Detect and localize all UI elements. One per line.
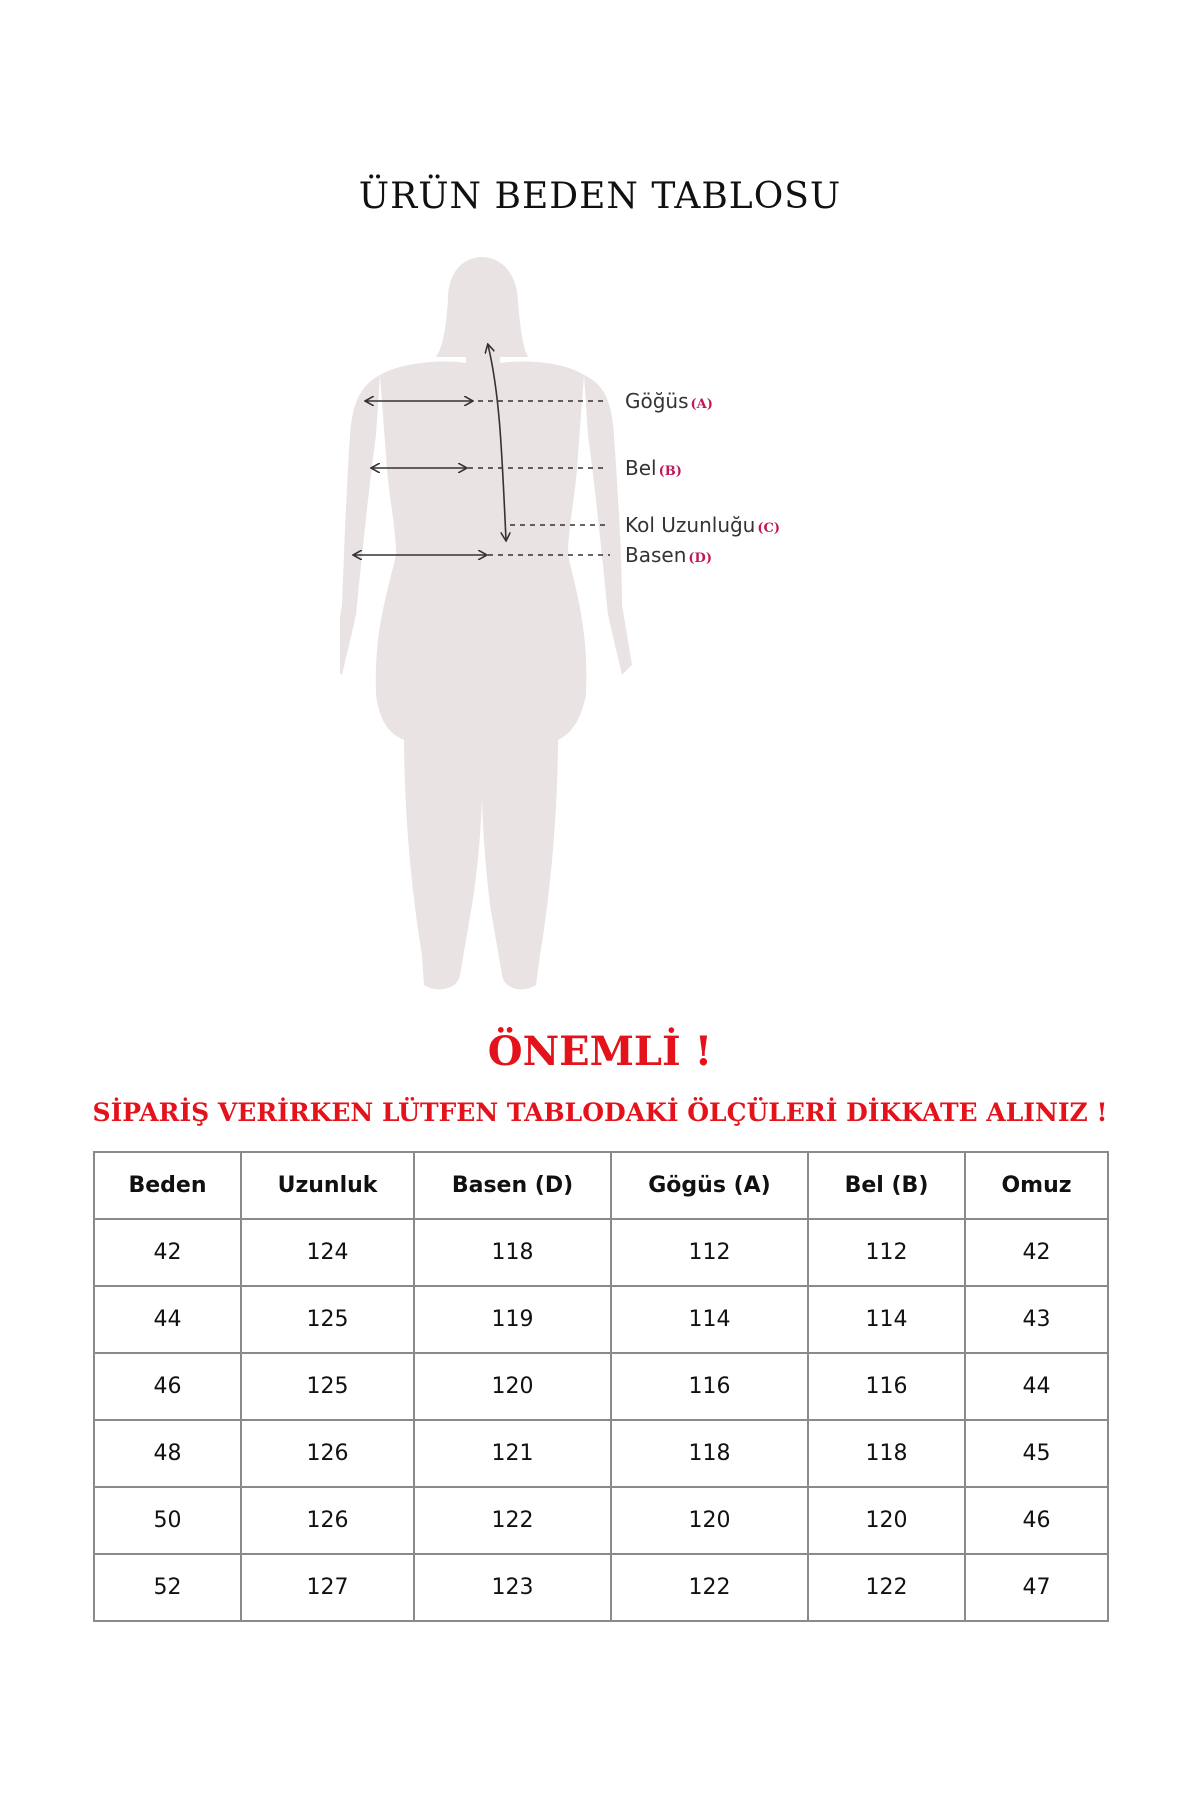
table-cell: 123 — [414, 1554, 611, 1621]
table-cell: 116 — [808, 1353, 965, 1420]
order-notice: SİPARİŞ VERİRKEN LÜTFEN TABLODAKİ ÖLÇÜLERİ DİKKATE ALINIZ ! — [92, 1098, 1108, 1127]
table-cell: 52 — [94, 1554, 241, 1621]
label-waist: Bel (B) — [625, 456, 682, 480]
table-cell: 119 — [414, 1286, 611, 1353]
label-hip: Basen (D) — [625, 543, 712, 567]
table-row — [94, 1353, 1108, 1420]
body-measurement-figure — [340, 255, 960, 995]
table-row — [94, 1286, 1108, 1353]
table-cell: 120 — [808, 1487, 965, 1554]
header-shoulder: Omuz — [965, 1152, 1108, 1219]
table-cell: 125 — [241, 1286, 414, 1353]
table-cell: 42 — [94, 1219, 241, 1286]
page-title: ÜRÜN BEDEN TABLOSU — [358, 176, 842, 217]
table-cell: 116 — [611, 1353, 808, 1420]
label-chest: Göğüs (A) — [625, 389, 713, 413]
table-cell: 118 — [611, 1420, 808, 1487]
header-hip: Basen (D) — [414, 1152, 611, 1219]
table-row — [94, 1554, 1108, 1621]
table-cell: 118 — [414, 1219, 611, 1286]
table-cell: 122 — [611, 1554, 808, 1621]
table-cell: 44 — [965, 1353, 1108, 1420]
table-header-row — [94, 1152, 1108, 1219]
table-cell: 120 — [611, 1487, 808, 1554]
table-cell: 122 — [414, 1487, 611, 1554]
body-silhouette-illustration — [340, 255, 960, 995]
table-cell: 125 — [241, 1353, 414, 1420]
size-table — [93, 1151, 1109, 1622]
header-waist: Bel (B) — [808, 1152, 965, 1219]
label-sleeve-length: Kol Uzunluğu (C) — [625, 513, 781, 537]
table-cell: 114 — [808, 1286, 965, 1353]
header-size: Beden — [94, 1152, 241, 1219]
table-cell: 48 — [94, 1420, 241, 1487]
table-row — [94, 1487, 1108, 1554]
table-cell: 47 — [965, 1554, 1108, 1621]
header-length: Uzunluk — [241, 1152, 414, 1219]
table-cell: 122 — [808, 1554, 965, 1621]
header-chest: Gögüs (A) — [611, 1152, 808, 1219]
table-cell: 118 — [808, 1420, 965, 1487]
table-row — [94, 1219, 1108, 1286]
table-cell: 46 — [94, 1353, 241, 1420]
table-cell: 43 — [965, 1286, 1108, 1353]
table-cell: 46 — [965, 1487, 1108, 1554]
table-row — [94, 1420, 1108, 1487]
table-cell: 50 — [94, 1487, 241, 1554]
table-cell: 114 — [611, 1286, 808, 1353]
table-cell: 126 — [241, 1420, 414, 1487]
table-cell: 124 — [241, 1219, 414, 1286]
table-cell: 121 — [414, 1420, 611, 1487]
table-cell: 127 — [241, 1554, 414, 1621]
table-cell: 126 — [241, 1487, 414, 1554]
table-cell: 112 — [808, 1219, 965, 1286]
silhouette — [340, 257, 632, 989]
table-cell: 120 — [414, 1353, 611, 1420]
table-cell: 44 — [94, 1286, 241, 1353]
table-cell: 45 — [965, 1420, 1108, 1487]
important-heading: ÖNEMLİ ! — [487, 1028, 713, 1075]
table-cell: 112 — [611, 1219, 808, 1286]
table-cell: 42 — [965, 1219, 1108, 1286]
